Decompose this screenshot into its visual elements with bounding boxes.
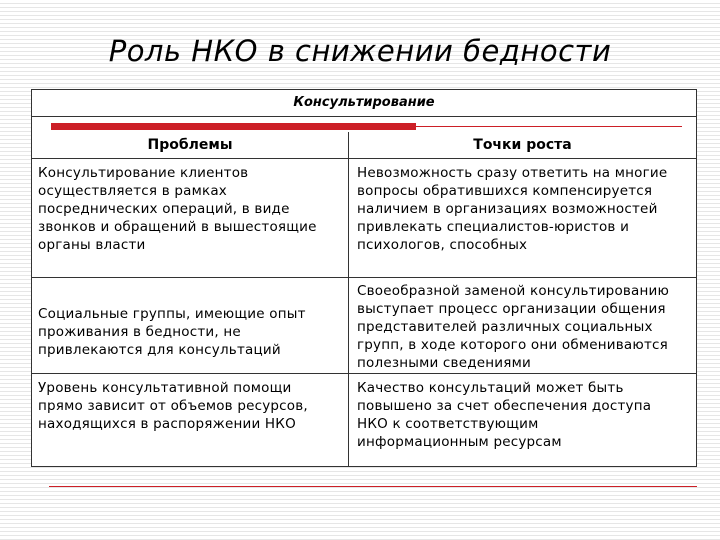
row-2-problem: Социальные группы, имеющие опыт проживания в бедности, не привлекаются для консультаций: [38, 306, 306, 358]
row-3-growth: Качество консультаций может быть повышено за счет обеспечения доступа НКО к соответствующим информационным ресурсам: [357, 380, 652, 450]
row-3-problem: Уровень консультативной помощи прямо зависит от объемов ресурсов, находящихся в распоряжении НКО: [38, 380, 308, 432]
column-divider: [348, 132, 349, 466]
slide-title: Роль НКО в снижении бедности: [108, 34, 612, 68]
column-header-problems: Проблемы: [147, 137, 233, 153]
red-accent-bar: [51, 123, 416, 130]
red-accent-line: [416, 126, 682, 127]
row-2-divider: [32, 373, 696, 374]
row-1-problem: Консультирование клиентов осуществляется в рамках посреднических операций, в виде звонков и обращений в вышестоящие органы власти: [38, 165, 317, 253]
row-1-divider: [32, 277, 696, 278]
table-header: Консультирование: [293, 95, 435, 110]
consulting-table: [31, 89, 697, 467]
row-2-growth: Своеобразной заменой консультированию выступает процесс организации общения представителей различных социальных групп, в ходе которого они обмениваются полезными сведениями: [357, 283, 670, 371]
column-header-growth: Точки роста: [473, 137, 572, 153]
header-divider: [32, 116, 696, 117]
row-1-growth: Невозможность сразу ответить на многие вопросы обратившихся компенсируется наличием в организациях возможностей привлекать специалистов-юристов и психологов, способных: [357, 165, 668, 253]
column-header-divider: [32, 158, 696, 159]
bottom-red-line: [49, 486, 697, 487]
